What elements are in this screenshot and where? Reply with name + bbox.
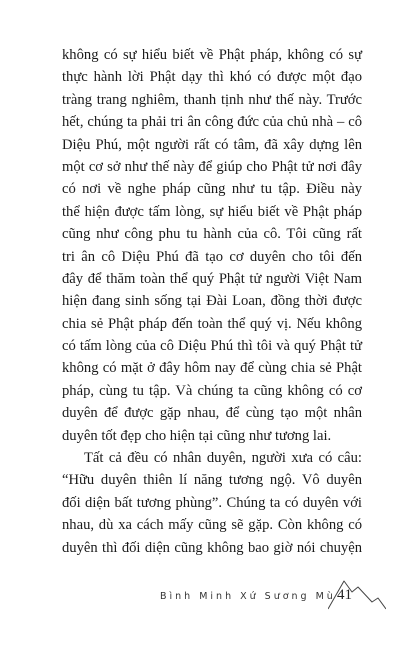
text-line: pháp, cùng tu tập. Và chúng ta cũng không có cơ <box>62 382 362 399</box>
page-number: 41 <box>337 587 352 603</box>
text-line: đối diện bất tương phùng”. Chúng ta có duyên với <box>62 494 362 511</box>
text-line: chia sẻ Phật pháp đến toàn thể quý vị. Nếu không <box>62 315 362 332</box>
text-line: thể hiện được tấm lòng, sự hiểu biết về Phật pháp <box>62 203 362 220</box>
text-line: đây để thăm toàn thể quý Phật tử người Việt Nam <box>62 270 362 287</box>
text-line: duyên thì đối diện cũng không bao giờ nói chuyện <box>62 539 362 556</box>
text-line: một cơ sở như thế này để giúp cho Phật tử nơi đây <box>62 158 362 175</box>
running-title: Bình Minh Xứ Sương Mù <box>160 591 336 602</box>
text-line: cũng như công phu tu hành của cô. Tôi cũng rất <box>62 226 362 243</box>
text-line: duyên tốt đẹp cho hiện tại cũng như tương lai. <box>62 427 332 444</box>
text-line: duyên để được gặp nhau, để cùng tạo một nhân <box>62 405 362 422</box>
text-line: có nơi về nghe pháp cũng như tu tập. Điều này <box>62 181 362 198</box>
body-text <box>62 44 362 559</box>
text-line: thực hành lời Phật dạy thì khó có được một đạo <box>62 69 362 86</box>
text-line: tri ân cô Diệu Phú đã tạo cơ duyên cho tôi đến <box>62 248 362 265</box>
text-line: Tất cả đều có nhân duyên, người xưa có câu: <box>84 450 362 467</box>
page-footer <box>0 576 420 626</box>
text-line: nhau, dù xa cách mấy cũng sẽ gặp. Còn không có <box>62 517 362 534</box>
text-line: không có mặt ở đây hôm nay để cùng chia sẻ Phật <box>62 360 362 377</box>
text-line: Diệu Phú, một người rất có tâm, đã xây dựng lên <box>62 136 362 153</box>
text-line: có tấm lòng của cô Diệu Phú thì tôi và quý Phật tử <box>62 338 362 355</box>
text-line: tràng trang nghiêm, thanh tịnh như thế này. Trước <box>62 91 362 108</box>
text-line: “Hữu duyên thiên lí năng tương ngộ. Vô duyên <box>62 472 362 489</box>
text-line: hết, chúng ta phải tri ân công đức của chủ nhà – cô <box>62 114 362 131</box>
text-line: không có sự hiểu biết về Phật pháp, không có sự <box>62 47 362 63</box>
text-line: hiện đang sinh sống tại Đài Loan, đồng thời được <box>62 293 362 310</box>
